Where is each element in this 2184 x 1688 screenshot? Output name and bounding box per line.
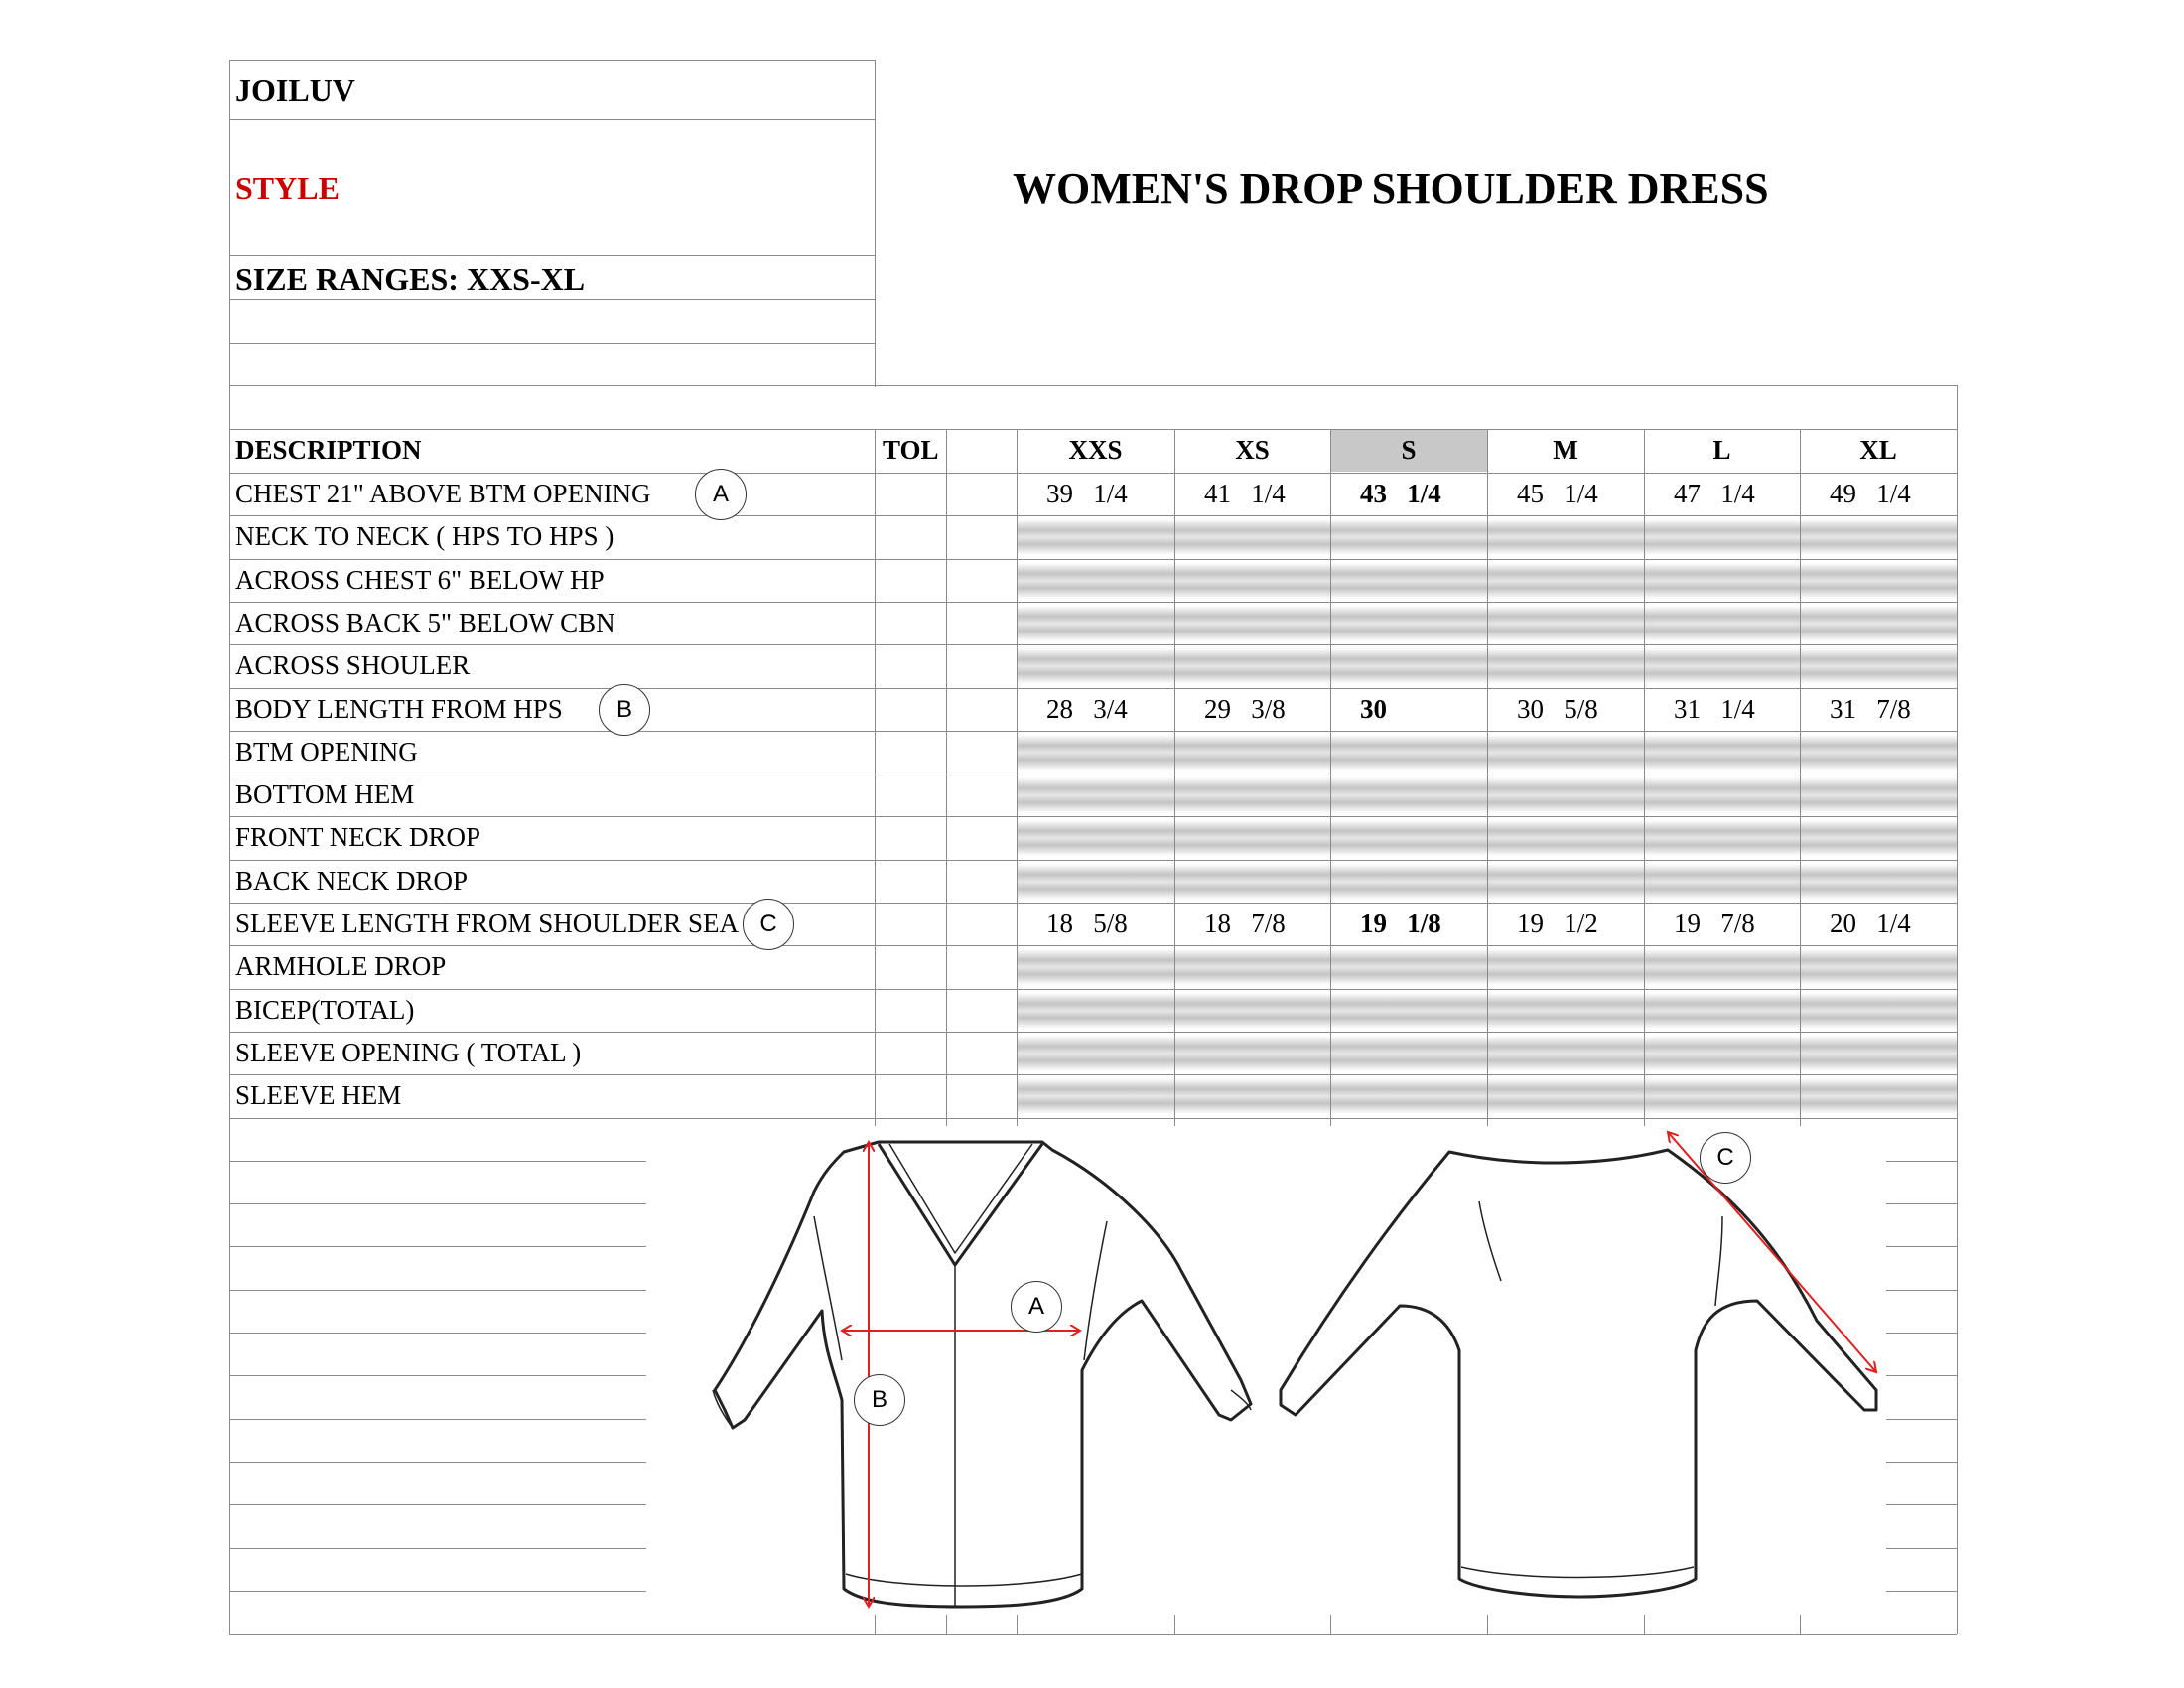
- table-border-right: [1957, 385, 1958, 1634]
- back-view-icon: [1281, 1150, 1876, 1597]
- col-header-size: L: [1712, 435, 1731, 465]
- grid-line: [946, 429, 947, 1126]
- col-header-description: DESCRIPTION: [235, 435, 422, 465]
- marker-c-badge: C: [1700, 1132, 1751, 1184]
- row-label: CHEST 21" ABOVE BTM OPENING: [235, 479, 651, 508]
- grid-line: [229, 385, 1957, 386]
- grid-line: [229, 989, 1957, 990]
- size-value: 28 3/4: [1046, 693, 1128, 724]
- grid-line: [229, 119, 876, 120]
- grid-line: [229, 1161, 646, 1162]
- row-label: SLEEVE HEM: [235, 1080, 402, 1111]
- row-label: BICEP(TOTAL): [235, 994, 415, 1025]
- size-value: 31 1/4: [1674, 693, 1755, 724]
- grid-line: [1886, 1591, 1957, 1592]
- col-header-size: XXS: [1068, 435, 1123, 465]
- grid-line: [1886, 1246, 1957, 1247]
- row-label: NECK TO NECK ( HPS TO HPS ): [235, 521, 614, 552]
- size-value: 18 5/8: [1046, 909, 1128, 938]
- size-value: 45 1/4: [1517, 479, 1598, 508]
- size-value: 19 1/2: [1517, 909, 1598, 938]
- size-value: 19 1/8: [1360, 909, 1441, 938]
- size-value: 41 1/4: [1204, 479, 1286, 508]
- garment-sketch: [645, 1122, 1896, 1618]
- row-label: BTM OPENING: [235, 736, 418, 767]
- row-label: BACK NECK DROP: [235, 865, 469, 896]
- grid-line: [1886, 1161, 1957, 1162]
- row-label: SLEEVE LENGTH FROM SHOULDER SEA: [235, 909, 740, 938]
- size-value: 47 1/4: [1674, 479, 1755, 508]
- grid-line: [1886, 1504, 1957, 1505]
- grid-line: [1886, 1462, 1957, 1463]
- size-value: 30: [1360, 693, 1387, 724]
- row-label: ACROSS SHOULER: [235, 650, 471, 681]
- row-marker-badge: C: [743, 899, 794, 950]
- row-label: BOTTOM HEM: [235, 779, 415, 810]
- size-ranges: SIZE RANGES: XXS-XL: [235, 261, 586, 297]
- page-title: WOMEN'S DROP SHOULDER DRESS: [1013, 164, 1769, 212]
- col-header-size: M: [1553, 435, 1578, 465]
- grid-line: [229, 1462, 646, 1463]
- grid-line: [1886, 1419, 1957, 1420]
- row-label: BODY LENGTH FROM HPS: [235, 693, 563, 724]
- brand-name: JOILUV: [235, 72, 355, 108]
- grid-line: [229, 1504, 646, 1505]
- size-value: 49 1/4: [1830, 479, 1911, 508]
- col-header-size: XS: [1235, 435, 1270, 465]
- grid-line: [1644, 429, 1645, 1126]
- marker-b-badge: B: [854, 1374, 905, 1426]
- grid-line: [229, 1203, 646, 1204]
- grid-line: [229, 1118, 1957, 1119]
- grid-line: [229, 731, 1957, 732]
- size-value: 19 7/8: [1674, 909, 1755, 938]
- grid-line: [1886, 1290, 1957, 1291]
- grid-line: [229, 1548, 646, 1549]
- grid-line: [1487, 429, 1488, 1126]
- grid-line: [229, 1375, 646, 1376]
- grid-line: [229, 343, 876, 344]
- row-label: SLEEVE OPENING ( TOTAL ): [235, 1037, 582, 1067]
- grid-line: [229, 945, 1957, 946]
- grid-line: [1886, 1548, 1957, 1549]
- row-label: ACROSS BACK 5" BELOW CBN: [235, 607, 615, 637]
- style-label: STYLE: [235, 170, 340, 206]
- grid-line: [229, 1333, 646, 1334]
- grid-line: [229, 644, 1957, 645]
- grid-line: [1330, 429, 1331, 1126]
- grid-line: [229, 255, 876, 256]
- table-border-bottom: [229, 1634, 1957, 1635]
- size-value: 43 1/4: [1360, 479, 1441, 508]
- size-value: 31 7/8: [1830, 693, 1911, 724]
- row-label: FRONT NECK DROP: [235, 822, 481, 853]
- grid-line: [229, 816, 1957, 817]
- grid-line: [1886, 1333, 1957, 1334]
- grid-line: [229, 860, 1957, 861]
- grid-line: [229, 1591, 646, 1592]
- row-label: ACROSS CHEST 6" BELOW HP: [235, 564, 605, 595]
- grid-line: [1017, 429, 1018, 1126]
- table-border-left: [229, 60, 230, 1635]
- grid-line: [229, 1419, 646, 1420]
- marker-a-badge: A: [1011, 1281, 1062, 1333]
- col-header-size: XL: [1859, 435, 1897, 465]
- size-value: 30 5/8: [1517, 693, 1598, 724]
- grid-line: [229, 1074, 1957, 1075]
- grid-line: [875, 429, 876, 1126]
- grid-line: [229, 60, 876, 61]
- grid-line: [1800, 429, 1801, 1126]
- row-label: ARMHOLE DROP: [235, 951, 447, 982]
- col-header-tol: TOL: [883, 435, 939, 465]
- front-view-icon: [713, 1142, 1251, 1607]
- row-marker-badge: A: [695, 469, 747, 520]
- col-header-size: S: [1401, 435, 1417, 465]
- grid-line: [1174, 429, 1175, 1126]
- size-value: 20 1/4: [1830, 909, 1911, 938]
- grid-line: [1886, 1203, 1957, 1204]
- size-value: 39 1/4: [1046, 479, 1128, 508]
- grid-line: [1886, 1375, 1957, 1376]
- row-marker-badge: B: [599, 684, 650, 736]
- size-value: 18 7/8: [1204, 909, 1286, 938]
- grid-line: [875, 60, 876, 387]
- grid-line: [229, 1290, 646, 1291]
- size-value: 29 3/8: [1204, 693, 1286, 724]
- grid-line: [229, 1246, 646, 1247]
